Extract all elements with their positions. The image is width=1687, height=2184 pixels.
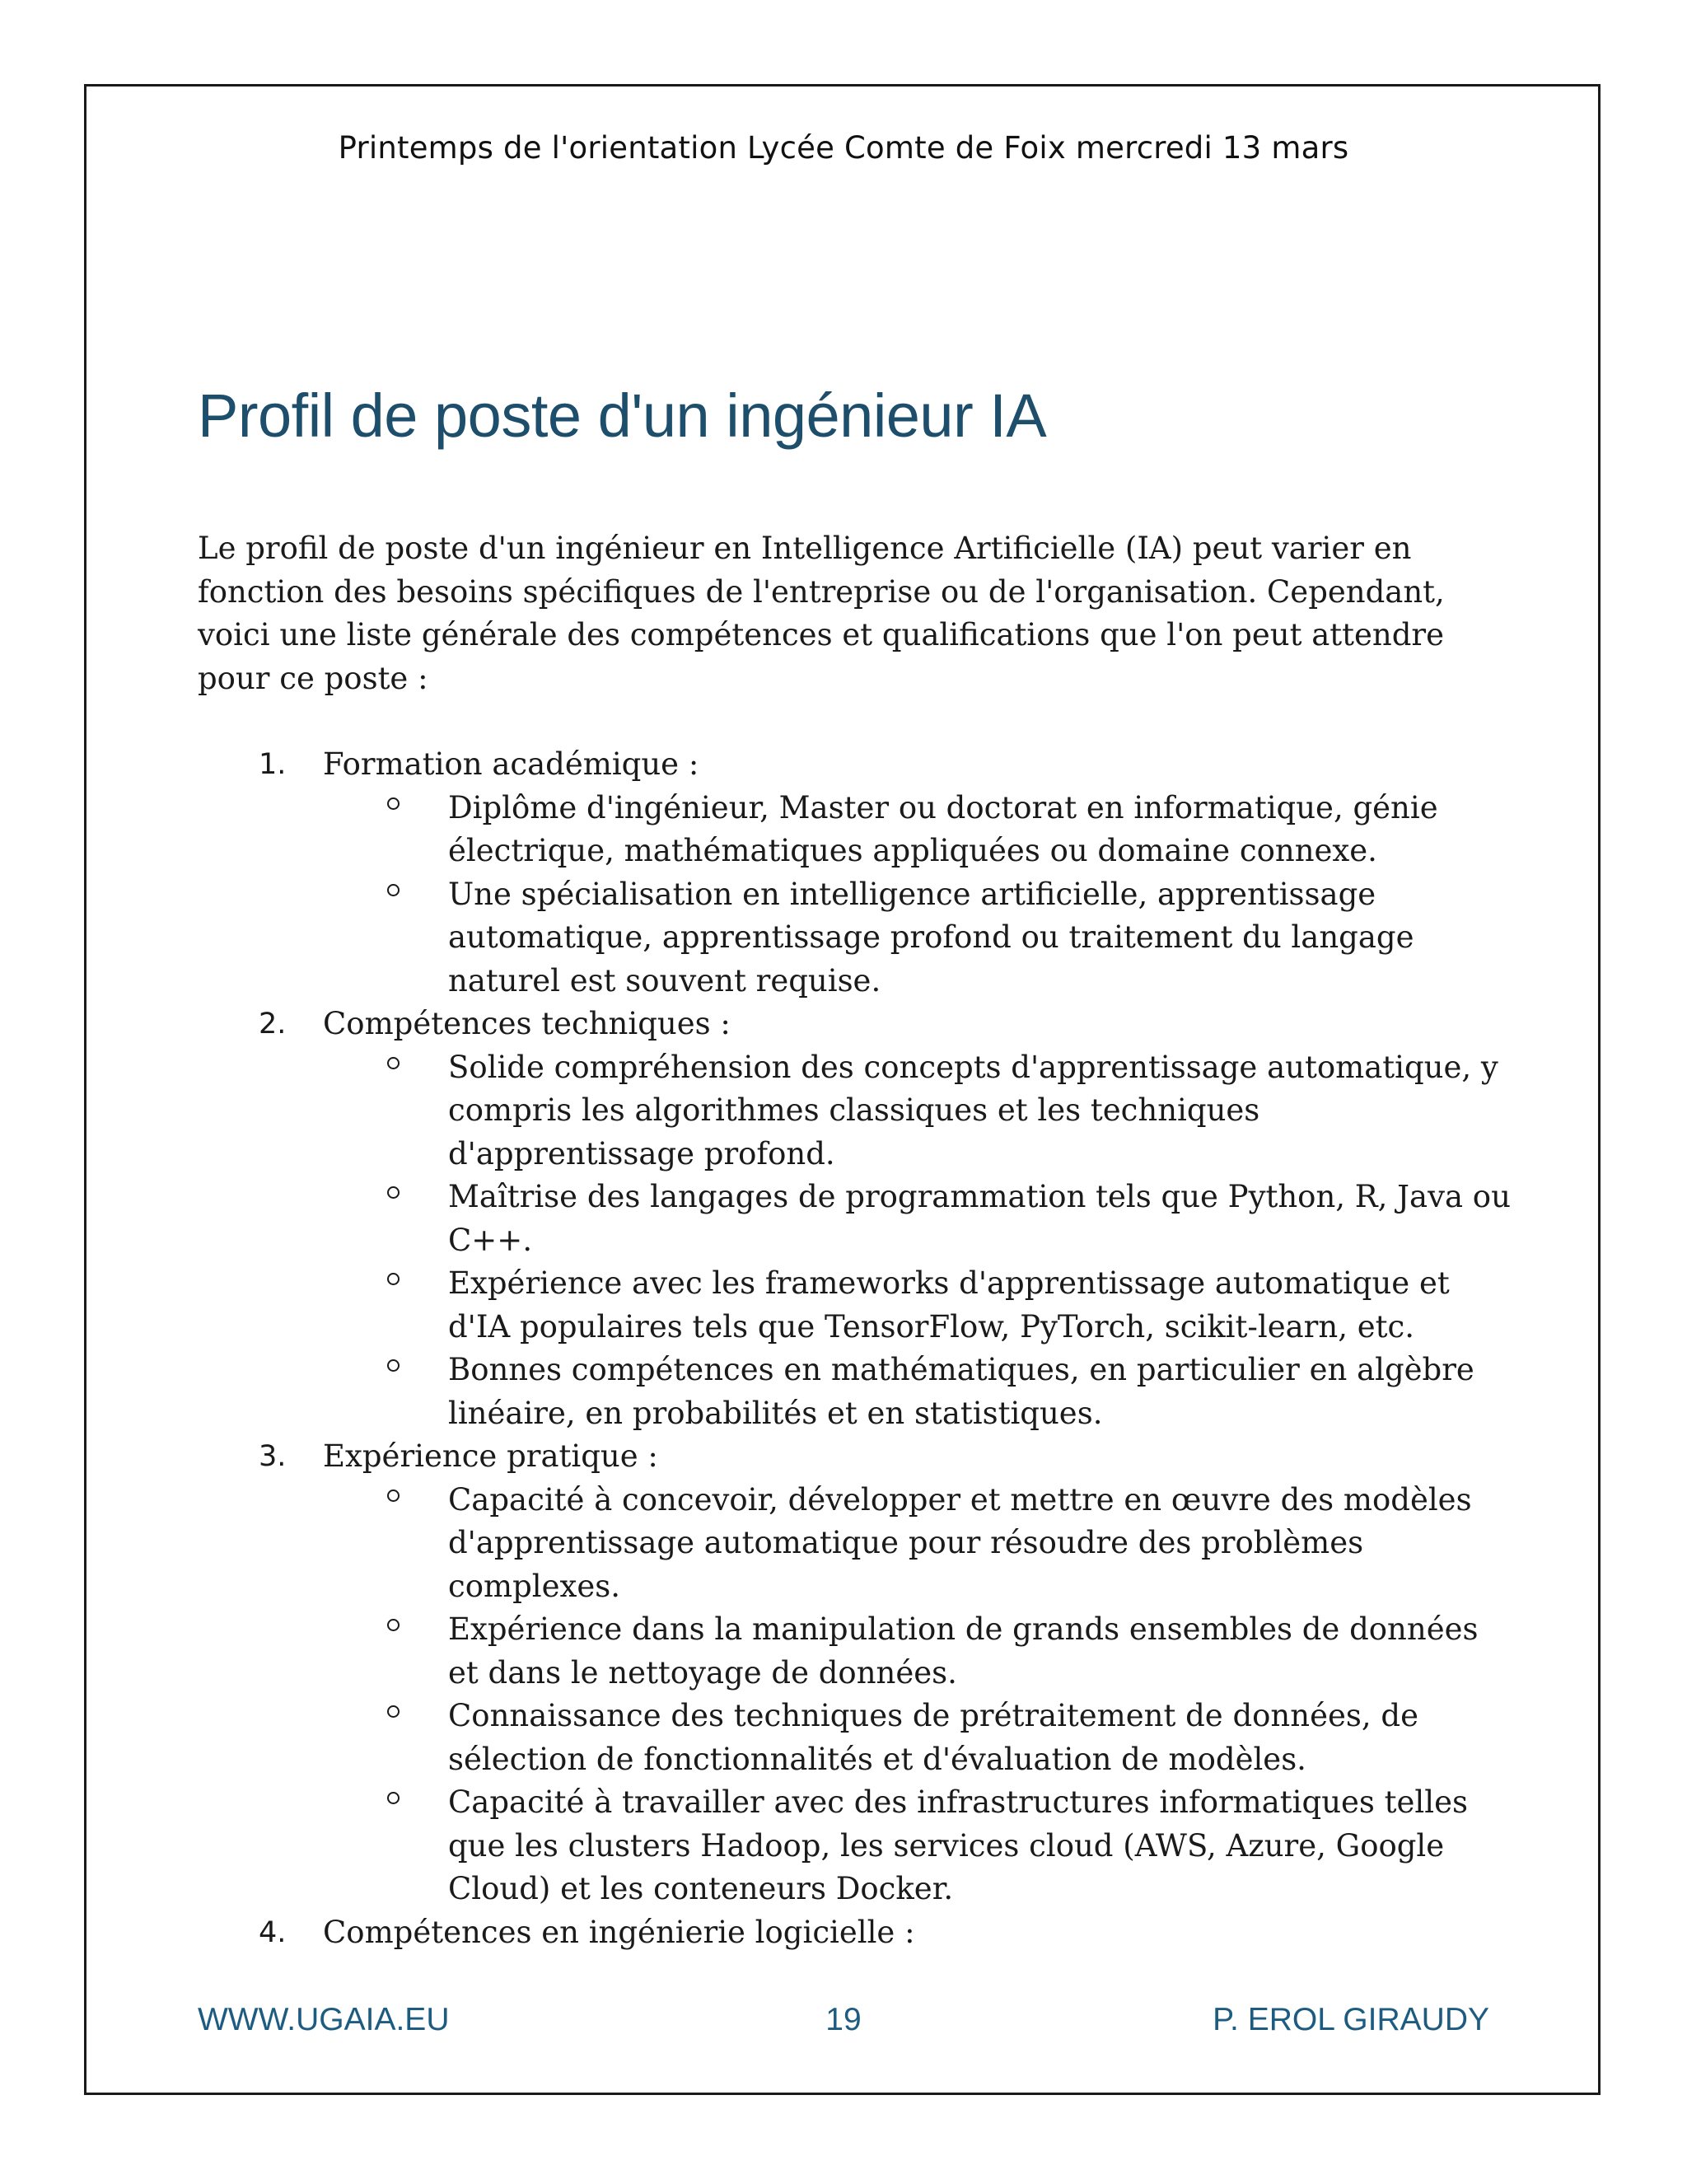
section-number: 3. [259, 1440, 287, 1473]
hollow-circle-bullet-icon [387, 1619, 400, 1631]
hollow-circle-bullet-icon [387, 1273, 400, 1285]
list-section [198, 1911, 1499, 1955]
bullet-text: Expérience avec les frameworks d'apprentissage automatique et d'IA populaires tels que TensorFlow, PyTorch, scikit-learn, etc. [448, 1265, 1450, 1345]
footer-author: P. EROL GIRAUDY [1213, 2002, 1489, 2037]
hollow-circle-bullet-icon [387, 1186, 400, 1199]
footer-website-link[interactable]: WWW.UGAIA.EU [198, 2002, 450, 2037]
list-item [448, 1046, 1511, 1176]
section-heading: Compétences techniques : [323, 1006, 731, 1041]
bullet-text: Expérience dans la manipulation de grands ensembles de données et dans le nettoyage de données. [448, 1611, 1479, 1691]
numbered-list [198, 743, 1511, 1954]
list-item [448, 1781, 1511, 1911]
hollow-circle-bullet-icon [387, 1057, 400, 1069]
bullet-text: Solide compréhension des concepts d'apprentissage automatique, y compris les algorithmes classiques et les techniques d'apprentissage profond. [448, 1049, 1498, 1172]
bullet-text: Bonnes compétences en mathématiques, en particulier en algèbre linéaire, en probabilités et en statistiques. [448, 1352, 1474, 1431]
page-header: Printemps de l'orientation Lycée Comte de Foix mercredi 13 mars [338, 130, 1349, 166]
list-item [448, 1349, 1511, 1435]
bullet-text: Capacité à concevoir, développer et mettre en œuvre des modèles d'apprentissage automatique pour résoudre des problèmes complexes. [448, 1481, 1472, 1604]
bullet-text: Capacité à travailler avec des infrastructures informatiques telles que les clusters Hadoop, les services cloud (AWS, Azure, Google Cloud) et les conteneurs Docker. [448, 1784, 1468, 1906]
footer-page-number: 19 [825, 2002, 862, 2037]
list-item [448, 1608, 1511, 1695]
bullet-text: Diplôme d'ingénieur, Master ou doctorat en informatique, génie électrique, mathématiques appliquées ou domaine connexe. [448, 789, 1438, 868]
hollow-circle-bullet-icon [387, 1490, 400, 1502]
hollow-circle-bullet-icon [387, 1359, 400, 1372]
list-item [448, 1262, 1511, 1349]
list-section [198, 1435, 1499, 1911]
document-body [198, 527, 1511, 1954]
section-heading: Formation académique : [323, 746, 699, 782]
page-title: Profil de poste d'un ingénieur IA [198, 381, 1047, 450]
bullet-list [323, 787, 1499, 1003]
bullet-text: Maîtrise des langages de programmation tels que Python, R, Java ou C++. [448, 1179, 1511, 1258]
hollow-circle-bullet-icon [387, 1705, 400, 1718]
bullet-text: Une spécialisation en intelligence artificielle, apprentissage automatique, apprentissage profond ou traitement du langage naturel est souvent requise. [448, 876, 1414, 998]
list-section [198, 743, 1499, 1003]
intro-paragraph: Le profil de poste d'un ingénieur en Intelligence Artificielle (IA) peut varier en fonction des besoins spécifiques de l'entreprise ou de l'organisation. Cependant, voici une liste générale des compétences et qualifications que l'on peut attendre pour ce poste : [198, 531, 1445, 696]
section-number: 2. [259, 1008, 287, 1041]
section-heading: Expérience pratique : [323, 1438, 658, 1474]
section-number: 4. [259, 1915, 287, 1949]
list-item [448, 787, 1511, 873]
list-item [448, 873, 1511, 1003]
section-heading: Compétences en ingénierie logicielle : [323, 1914, 915, 1950]
list-item [448, 1176, 1511, 1262]
section-number: 1. [259, 748, 287, 781]
hollow-circle-bullet-icon [387, 884, 400, 896]
list-item [448, 1695, 1511, 1781]
list-item [448, 1479, 1511, 1609]
bullet-list [323, 1046, 1511, 1436]
list-section [198, 1003, 1511, 1435]
bullet-list [323, 1479, 1499, 1911]
hollow-circle-bullet-icon [387, 797, 400, 810]
hollow-circle-bullet-icon [387, 1792, 400, 1804]
bullet-text: Connaissance des techniques de prétraitement de données, de sélection de fonctionnalités et d'évaluation de modèles. [448, 1698, 1418, 1777]
